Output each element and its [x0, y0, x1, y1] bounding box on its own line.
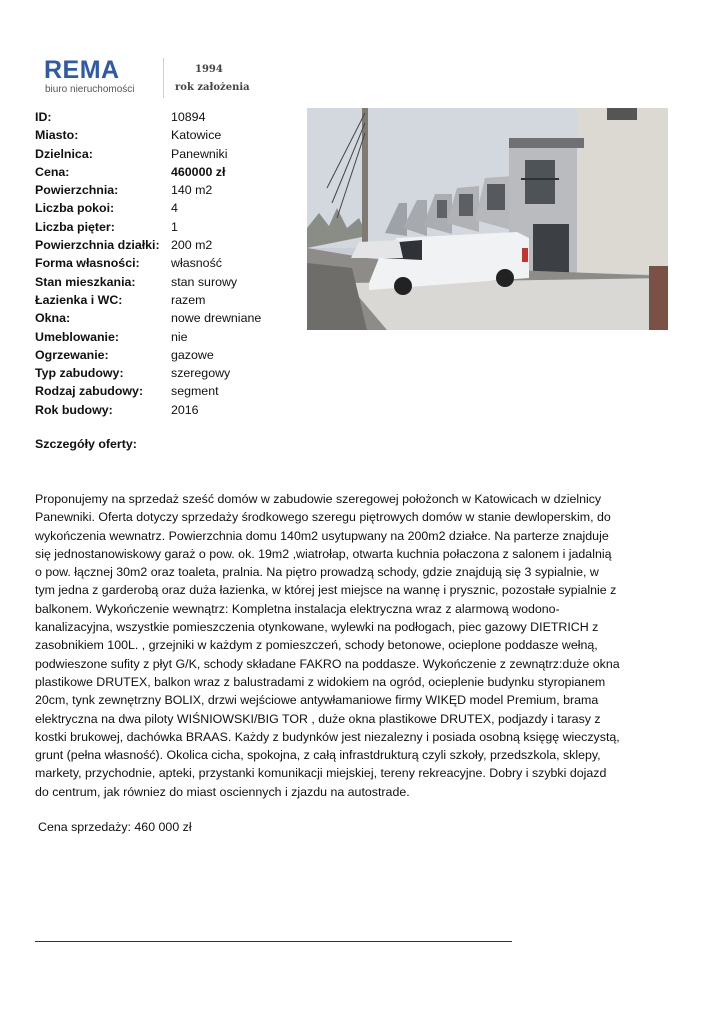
property-photo: [307, 108, 668, 330]
detail-value: nowe drewniane: [171, 311, 262, 326]
description-line: do centrum, jak równiez do miast osciennych i zjazdu na autostrade.: [35, 784, 410, 799]
detail-value: razem: [171, 292, 206, 307]
detail-label: Cena:: [35, 164, 70, 179]
detail-label: Ogrzewanie:: [35, 347, 109, 362]
detail-value: własność: [171, 256, 222, 271]
detail-row: [35, 126, 300, 144]
detail-value: nie: [171, 329, 188, 344]
detail-row: [35, 309, 300, 327]
description-line: kanalizacyjna, wszystkie pomieszczenia otynkowane, wylewki na podłogach, piec gazowy DIETRICH z: [35, 620, 599, 635]
logo-brand: REMA: [44, 56, 120, 84]
detail-label: Forma własności:: [35, 256, 140, 271]
section-title: Szczegóły oferty:: [35, 437, 137, 451]
logo-established: rok założenia: [175, 82, 250, 93]
detail-label: Rodzaj zabudowy:: [35, 384, 144, 399]
detail-label: Dzielnica:: [35, 146, 93, 161]
description-line: o pow. łącznej 30m2 oraz toaleta, pralnia. Na piętro prowadzą schody, gdzie znajdują się 3 sypialnie, w: [35, 565, 599, 580]
company-logo: [44, 58, 254, 102]
detail-label: Okna:: [35, 311, 71, 326]
detail-label: Łazienka i WC:: [35, 292, 123, 307]
description-line: wykończenia wewnatrz. Powierzchnia domu 140m2 usytupwany na 200m2 działce. Na parterze znajduje: [35, 528, 609, 543]
description-line: elektryczna na dwa piloty WIŚNIOWSKI/BIG TOR , duże okna plastikowe DRUTEX, podjazdy i tarasy z: [35, 711, 601, 726]
detail-label: Miasto:: [35, 128, 79, 143]
detail-row: [35, 382, 300, 400]
detail-label: Stan mieszkania:: [35, 274, 136, 289]
description-line: Proponujemy na sprzedaż sześć domów w zabudowie szeregowej położonch w Katowicach w dzielnicy: [35, 492, 602, 506]
detail-row: [35, 199, 300, 217]
detail-value: segment: [171, 384, 219, 399]
detail-row: [35, 291, 300, 309]
detail-row: [35, 181, 300, 199]
detail-row: [35, 254, 300, 272]
detail-label: Rok budowy:: [35, 402, 113, 417]
detail-label: ID:: [35, 110, 52, 124]
detail-label: Typ zabudowy:: [35, 366, 124, 381]
detail-row: [35, 218, 300, 236]
detail-value: 1: [171, 219, 178, 234]
detail-row: [35, 145, 300, 163]
detail-row: [35, 273, 300, 291]
detail-label: Umeblowanie:: [35, 329, 119, 344]
detail-label: Powierzchnia:: [35, 183, 119, 198]
description-line: grunt (pełna własność). Okolica cicha, spokojna, z całą infrastdrukturą czyli szkoły, przedszkola, sklepy,: [35, 748, 601, 763]
detail-value: 2016: [171, 402, 199, 417]
detail-row: [35, 236, 300, 254]
detail-value: gazowe: [171, 347, 214, 362]
description-line: podwieszone sufity z płyt G/K, schody składane FAKRO na poddasze. Wykończenie z zewnątrz:duże okna: [35, 656, 620, 671]
detail-label: Liczba pokoi:: [35, 201, 115, 216]
detail-row: [35, 328, 300, 346]
description-line: Panewniki. Oferta dotyczy sprzedaży środkowego szeregu piętrowych domów w stanie dewloperskim, do: [35, 510, 611, 525]
description-line: tym jedna z garderobą oraz duża łazienka, w której jest miejsce na wannę i prysznic, pozostałe sypialnie z: [35, 583, 617, 598]
description-line: 20cm, tynk zewnętrzny BOLIX, drzwi wejściowe antywłamaniowe firmy WIKĘD model Premium, brama: [35, 693, 599, 708]
detail-row: [35, 163, 300, 181]
description-line: markety, przychodnie, apteki, przystanki komunikacji miejskiej, tereny rekreacyjne. Dobry i szybki dojazd: [35, 766, 607, 781]
description-line: się jednostanowiskowy garaż o pow. ok. 19m2 ,wiatrołap, otwarta kuchnia połaczona z salonem i jadalnią: [35, 546, 612, 561]
detail-value: Panewniki: [171, 146, 228, 161]
detail-value: 200 m2: [171, 238, 213, 253]
detail-value: Katowice: [171, 128, 222, 143]
offer-description: [35, 490, 665, 801]
detail-value-price: 460000 zł: [171, 164, 226, 179]
sale-price: Cena sprzedaży: 460 000 zł: [38, 820, 192, 834]
property-details: [35, 108, 300, 419]
detail-value: 4: [171, 201, 178, 216]
detail-value: szeregowy: [171, 366, 231, 381]
detail-value: 140 m2: [171, 183, 213, 198]
logo-divider: [163, 58, 164, 98]
detail-row: [35, 346, 300, 364]
detail-row: [35, 401, 300, 419]
description-line: plastikowe DRUTEX, balkon wraz z balustradami z widokiem na ogród, ocieplenie budynku styropianem: [35, 674, 606, 689]
logo-year: 1994: [195, 64, 223, 75]
logo-subtitle: biuro nieruchomości: [45, 84, 135, 95]
divider-line: [35, 941, 512, 942]
detail-label: Liczba pięter:: [35, 219, 115, 234]
description-line: balkonem. Wykończenie wewnątrz: Kompletna instalacja elektryczna wraz z alarmową wodono-: [35, 601, 560, 616]
detail-row: [35, 108, 300, 126]
detail-label: Powierzchnia działki:: [35, 238, 160, 253]
description-line: kostki brukowej, dachówka BRAAS. Każdy z budynków jest niezalezny i posiada osobną księgę wieczystą,: [35, 729, 620, 744]
detail-row: [35, 364, 300, 382]
description-line: zasobnikiem 100L. , grzejniki w każdym z pomieszczeń, schody betonowe, ocieplone poddasze wełną,: [35, 638, 598, 653]
detail-value: stan surowy: [171, 274, 238, 289]
detail-value: 10894: [171, 110, 206, 124]
